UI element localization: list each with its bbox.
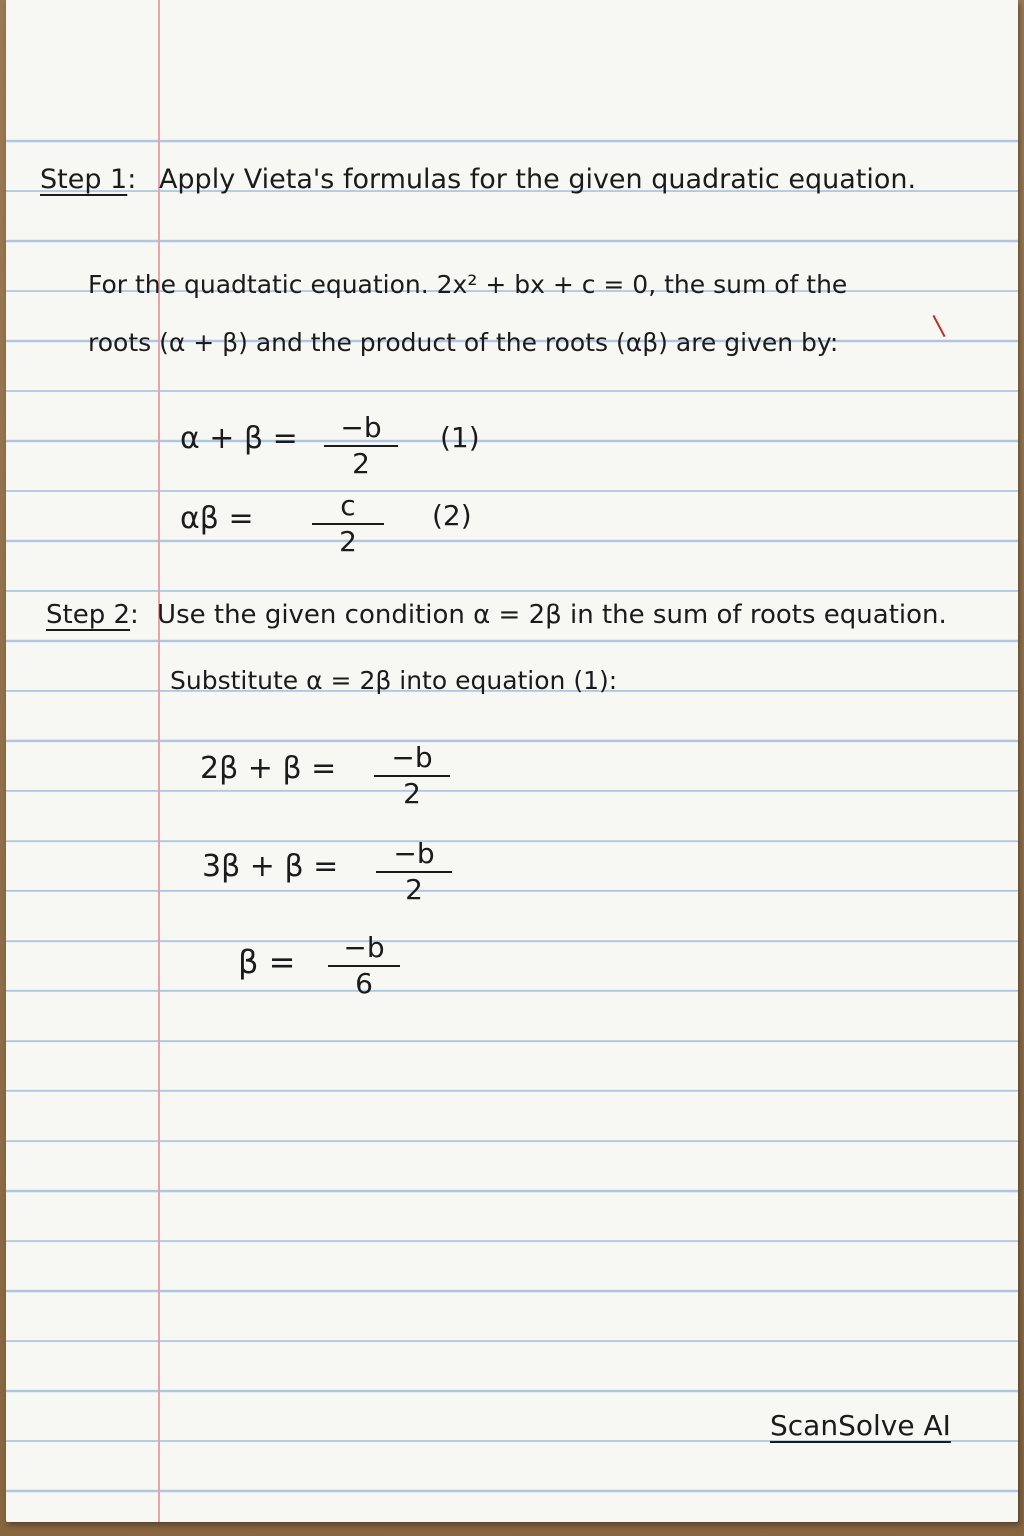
step2-eq1-denominator: 2	[403, 777, 421, 810]
step2-eq2-numerator: −b	[393, 837, 435, 870]
step2-eq3-fraction	[328, 931, 400, 1000]
step2-eq1-lhs: 2β + β =	[200, 751, 337, 786]
step1-label: Step 1	[40, 164, 128, 195]
step1-eq2-denominator: 2	[339, 525, 357, 558]
step1-eq1-denominator: 2	[352, 447, 370, 480]
step2-eq2-denominator: 2	[405, 873, 423, 906]
brand-signature: ScanSolve AI	[770, 1409, 951, 1442]
step2-eq3-lhs: β =	[238, 943, 296, 981]
check-mark	[932, 315, 945, 337]
step1-text-line2: roots (α + β) and the product of the roots (αβ) are given by:	[88, 328, 839, 357]
margin-line	[158, 0, 160, 1522]
step2-heading: Use the given condition α = 2β in the sum of roots equation.	[157, 600, 947, 630]
step2-eq2-fraction	[376, 837, 452, 906]
step1-eq1-lhs: α + β =	[180, 421, 298, 456]
step2-heading-line	[46, 602, 947, 628]
step1-eq1-tag: (1)	[440, 421, 480, 454]
step1-eq1-numerator: −b	[340, 411, 382, 444]
step1-eq1-fraction	[324, 411, 398, 480]
step1-heading-line	[40, 166, 916, 193]
step2-text-line1: Substitute α = 2β into equation (1):	[170, 666, 618, 695]
step1-eq2-fraction	[312, 489, 384, 558]
step2-eq1-fraction	[374, 741, 450, 810]
step1-colon: :	[127, 164, 137, 195]
step1-eq2-lhs: αβ =	[180, 501, 254, 536]
step2-eq1-numerator: −b	[391, 741, 433, 774]
notebook-page	[6, 0, 1018, 1522]
step1-text-line1: For the quadtatic equation. 2x² + bx + c = 0, the sum of the	[88, 270, 848, 299]
step2-eq3-numerator: −b	[343, 931, 385, 964]
step1-heading: Apply Vieta's formulas for the given quadratic equation.	[158, 164, 917, 195]
step2-label: Step 2	[46, 600, 131, 630]
step2-colon: :	[130, 600, 139, 630]
step2-eq2-lhs: 3β + β =	[202, 849, 339, 884]
step2-eq3-denominator: 6	[355, 967, 373, 1000]
step1-eq2-numerator: c	[340, 489, 356, 522]
step1-eq2-tag: (2)	[432, 499, 472, 532]
